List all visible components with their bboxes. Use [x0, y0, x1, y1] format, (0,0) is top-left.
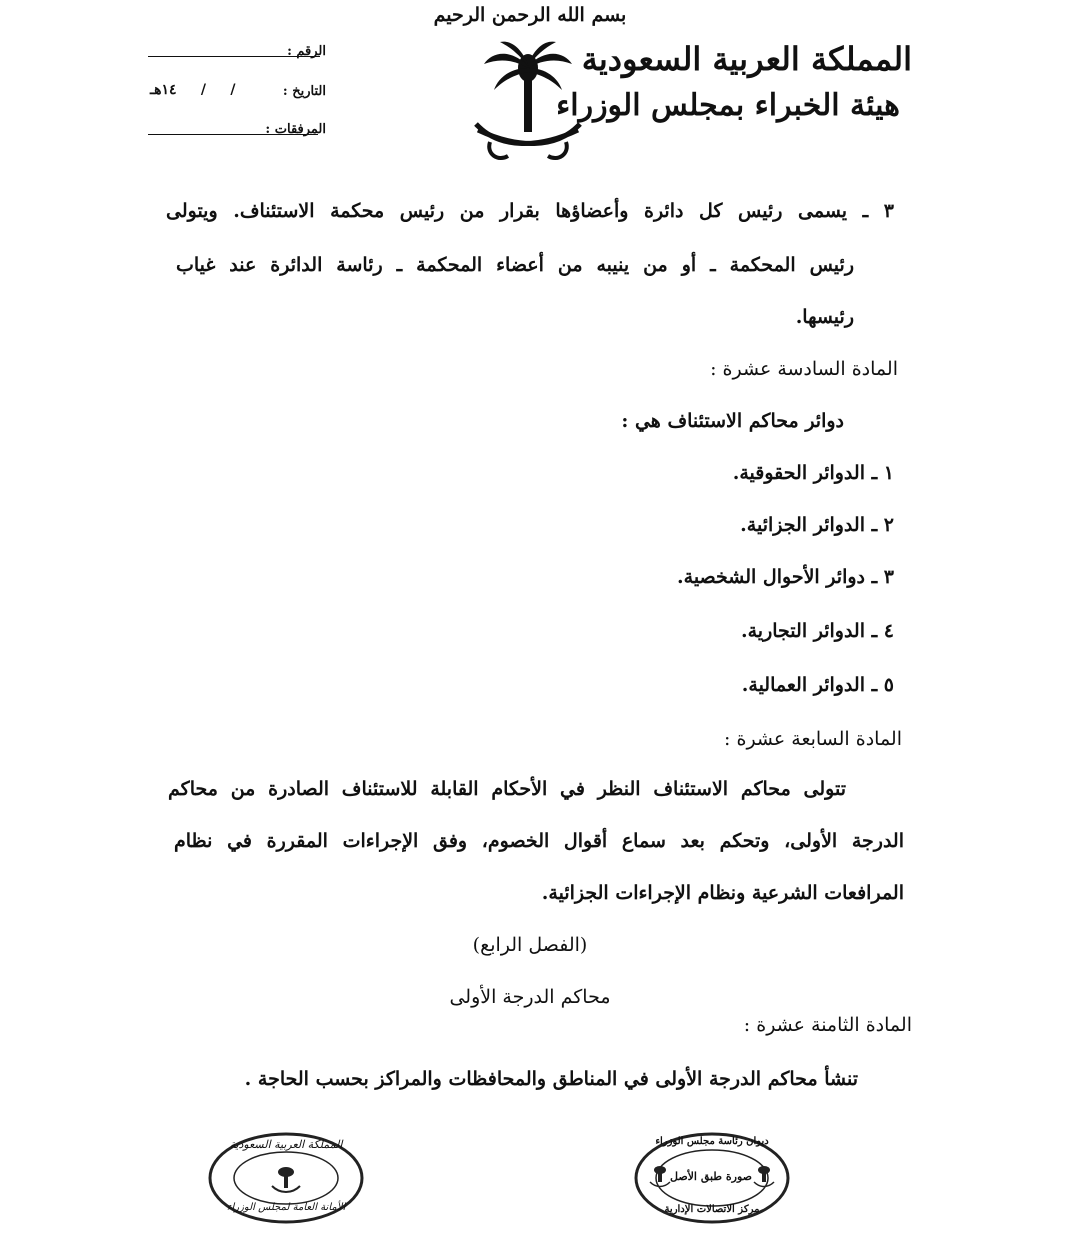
- chapter-subtitle: محاكم الدرجة الأولى: [449, 986, 611, 1008]
- item3-line1: ٣ ـ يسمى رئيس كل دائرة وأعضاؤها بقرار من رئيس محكمة الاستئناف. ويتولى: [166, 200, 894, 222]
- circuit-item: ١ ـ الدوائر الحقوقية.: [732, 462, 894, 484]
- article18-title: المادة الثامنة عشرة :: [743, 1014, 912, 1036]
- chapter-title: (الفصل الرابع): [472, 934, 588, 956]
- article17-line3: المرافعات الشرعية ونظام الإجراءات الجزائية.: [541, 882, 904, 904]
- authority-title: هيئة الخبراء بمجلس الوزراء: [556, 88, 900, 123]
- date-value: / / ١٤هـ: [150, 82, 236, 98]
- item3-line2: رئيس المحكمة ـ أو من ينيبه من أعضاء المحكمة ـ رئاسة الدائرة عند غياب: [176, 254, 854, 276]
- attachments-label: المرفقات :: [265, 122, 326, 137]
- article16-title: المادة السادسة عشرة :: [710, 358, 898, 380]
- kingdom-title: المملكة العربية السعودية: [581, 40, 912, 78]
- reference-number-line: [148, 56, 320, 57]
- basmala: بسم الله الرحمن الرحيم: [433, 4, 627, 26]
- stamp-text-center: صورة طبق الأصل: [669, 1170, 752, 1183]
- stamp-text-bottom: الأمانة العامة لمجلس الوزراء: [226, 1202, 346, 1213]
- stamp-text-top: ديوان رئاسة مجلس الوزراء: [655, 1136, 769, 1147]
- article17-line2: الدرجة الأولى، وتحكم بعد سماع أقوال الخصوم، وفق الإجراءات المقررة في نظام: [174, 830, 904, 852]
- article16-intro: دوائر محاكم الاستئناف هي :: [621, 410, 844, 432]
- circuit-item: ٣ ـ دوائر الأحوال الشخصية.: [677, 566, 894, 588]
- attachments-line: [148, 134, 318, 135]
- date-label: التاريخ :: [282, 84, 326, 99]
- date-field: [283, 84, 326, 99]
- stamp-text-bottom: مركز الاتصالات الإدارية: [664, 1204, 760, 1215]
- saudi-emblem-icon: [470, 38, 586, 168]
- circuit-item: ٤ ـ الدوائر التجارية.: [740, 620, 894, 642]
- item3-line3: رئيسها.: [795, 306, 854, 328]
- circuit-item: ٥ ـ الدوائر العمالية.: [741, 674, 894, 696]
- stamp-text-top: المملكة العربية السعودية: [229, 1138, 343, 1151]
- general-secretariat-stamp: [206, 1128, 366, 1228]
- certified-copy-stamp: [632, 1128, 792, 1228]
- article18-text: تنشأ محاكم الدرجة الأولى في المناطق والمحافظات والمراكز بحسب الحاجة .: [244, 1068, 858, 1090]
- reference-number-label: الرقم :: [287, 44, 326, 59]
- article17-line1: تتولى محاكم الاستئناف النظر في الأحكام القابلة للاستئناف الصادرة من محاكم: [168, 778, 846, 800]
- circuit-item: ٢ ـ الدوائر الجزائية.: [740, 514, 894, 536]
- article17-title: المادة السابعة عشرة :: [724, 728, 902, 750]
